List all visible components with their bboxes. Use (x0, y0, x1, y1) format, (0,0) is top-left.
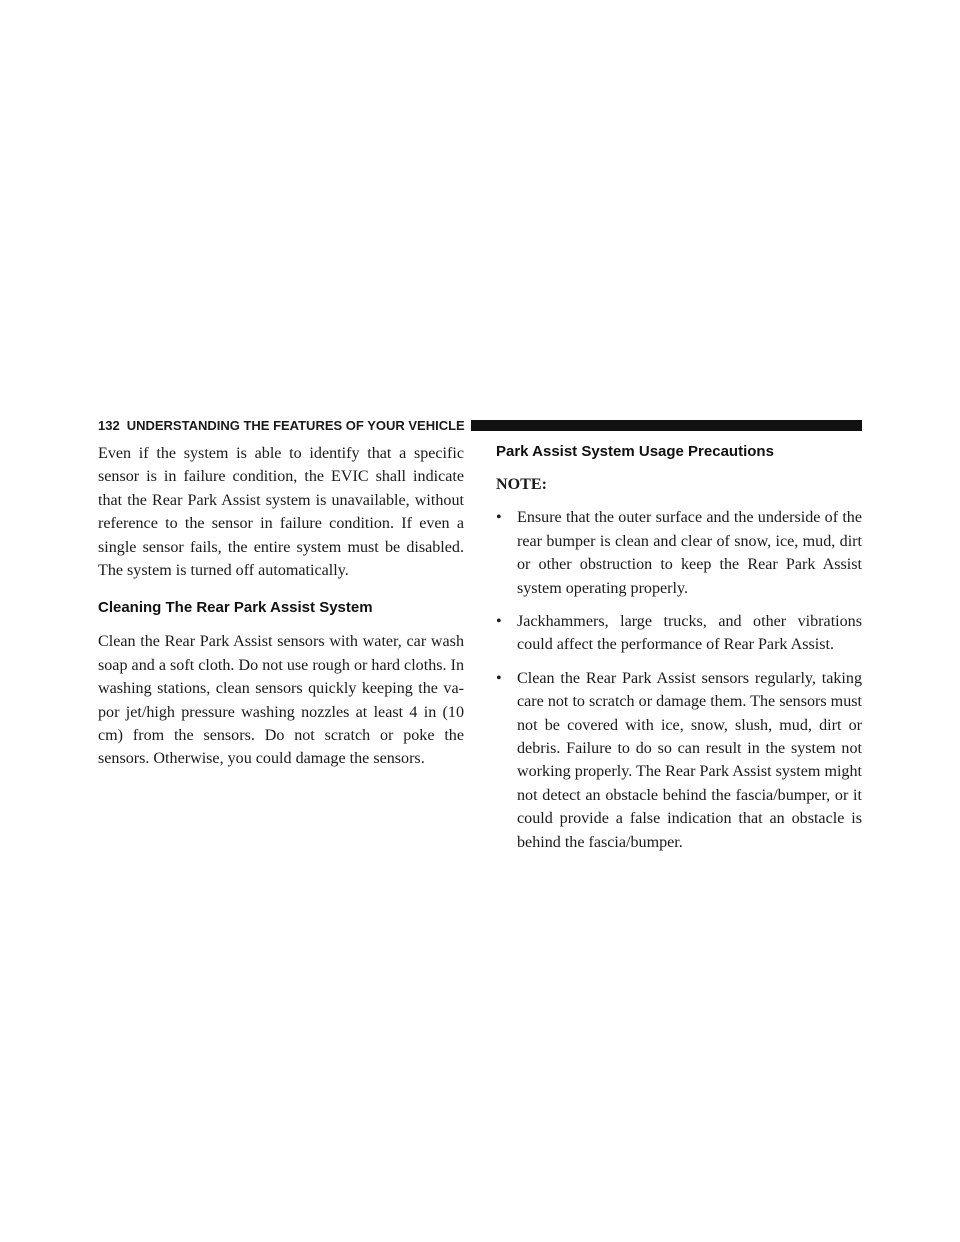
bullet-text: Ensure that the outer surface and the underside of the rear bumper is clean and clear of snow, ice, mud, dirt or other obstruction to keep the Rear Park Assist system operating properly. (517, 509, 862, 597)
list-item (496, 610, 862, 657)
right-column (496, 442, 862, 864)
left-column (98, 442, 464, 771)
cleaning-paragraph: Clean the Rear Park Assist sensors with water, car wash soap and a soft cloth. Do not use rough or hard cloths. In washing stations, clean sensors quickly keeping the va-por jet/high pressure washing nozzles at least 4 in (10 cm) from the sensors. Do not scratch or poke the sensors. Otherwise, you could damage the sensors. (98, 633, 464, 768)
note-label: NOTE: (496, 476, 547, 493)
bullet-icon: • (496, 669, 502, 687)
intro-paragraph: Even if the system is able to identify that a specific sensor is in failure condition, the EVIC shall indicate that the Rear Park Assist system is unavailable, without reference to the sensor in failure condition. If even a single sensor fails, the entire system must be disabled. The system is turned off automatically. (98, 445, 464, 580)
list-item (496, 506, 862, 600)
bullet-text: Clean the Rear Park Assist sensors regularly, taking care not to scratch or damage them. The sensors must not be covered with ice, snow, slush, mud, dirt or debris. Failure to do so can result in the system not working properly. The Rear Park Assist system might not detect an obstacle behind the fascia/bumper, or it could provide a false indication that an obstacle is behind the fascia/bumper. (517, 669, 862, 851)
page-header (98, 415, 862, 435)
precautions-list (496, 506, 862, 854)
cleaning-heading: Cleaning The Rear Park Assist System (98, 599, 373, 617)
bullet-icon: • (496, 613, 502, 631)
bullet-text: Jackhammers, large trucks, and other vibrations could affect the performance of Rear Park Assist. (517, 613, 862, 654)
precautions-heading: Park Assist System Usage Precautions (496, 443, 774, 460)
list-item (496, 667, 862, 854)
section-title: UNDERSTANDING THE FEATURES OF YOUR VEHICLE (126, 417, 465, 433)
bullet-icon: • (496, 509, 502, 527)
page-number: 132 (98, 417, 120, 433)
header-rule (471, 420, 862, 431)
